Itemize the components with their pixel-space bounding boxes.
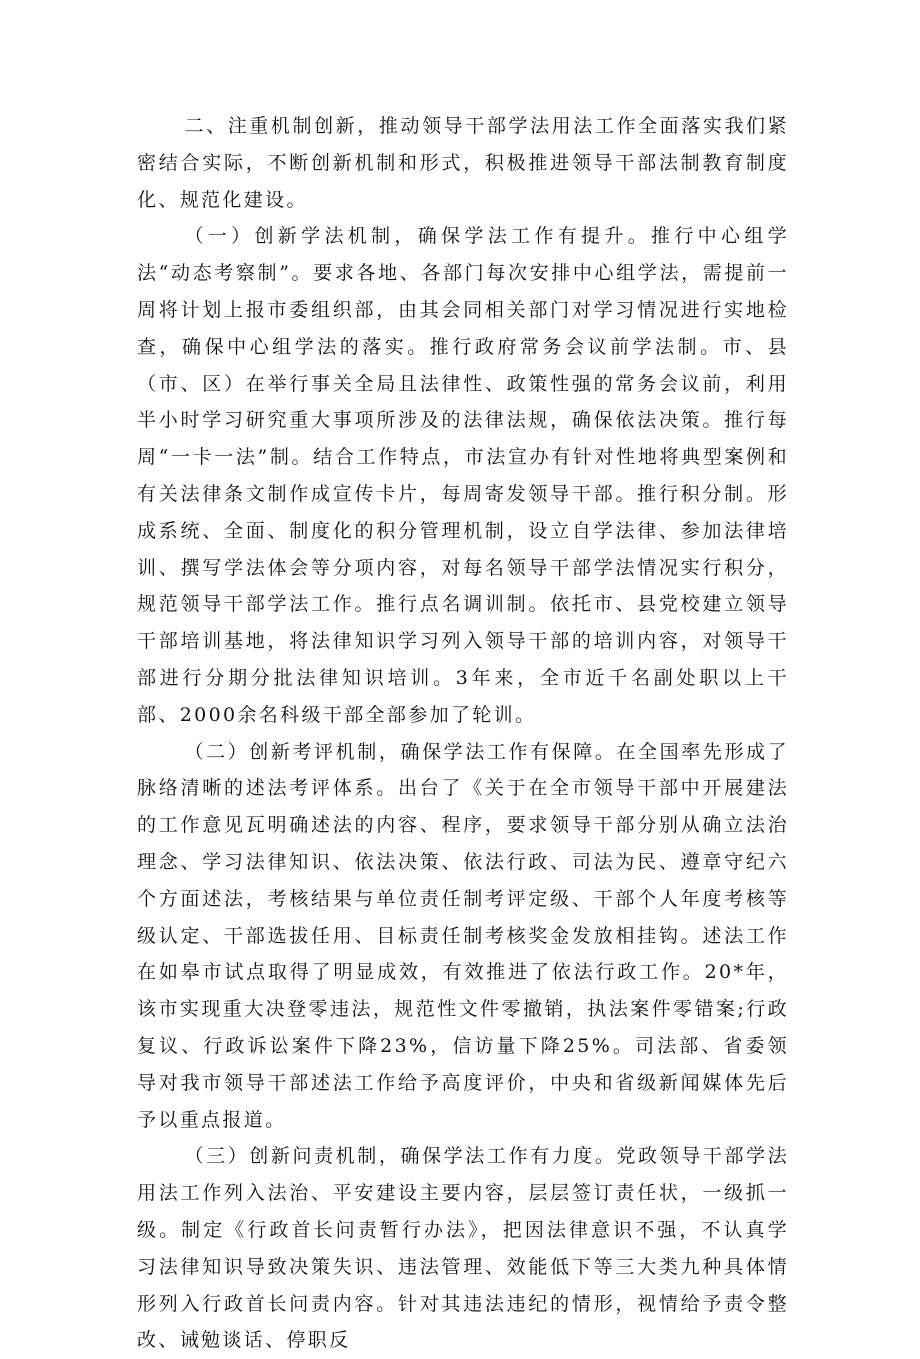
evaluation-mechanism-paragraph: （二）创新考评机制，确保学法工作有保障。在全国率先形成了脉络清晰的述法考评体系。出台了《关于在全市领导干部中开展建法的工作意见瓦明确述法的内容、程序，要求领导干部分别从确立法治理念、学习法律知识、依法决策、依法行政、司法为民、遵章守纪六个方面述法，考核结果与单位责任制考评定级、干部个人年度考核等级认定、干部选拔任用、目标责任制考核奖金发放相挂钩。述法工作在如皋市试点取得了明显成效，有效推进了依法行政工作。20*年，该市实现重大决登零违法，规范性文件零撤销，执法案件零错案;行政复议、行政诉讼案件下降23%，信访量下降25%。司法部、省委领导对我市领导干部述法工作给予高度评价，中央和省级新闻媒体先后予以重点报道。 [137,740,789,1131]
document-body [137,108,789,1359]
section-two-intro-paragraph: 二、注重机制创新，推动领导干部学法用法工作全面落实我们紧密结合实际，不断创新机制和形式，积极推进领导干部法制教育制度化、规范化建设。 [137,115,789,211]
accountability-mechanism-paragraph: （三）创新问责机制，确保学法工作有力度。党政领导干部学法用法工作列入法治、平安建设主要内容，层层签订责任状，一级抓一级。制定《行政首长问责暂行办法》，把因法律意识不强，不认真学习法律知识导致决策失识、违法管理、效能低下等三大类九种具体情形列入行政首长问责内容。针对其违法违纪的情形，视情给予责令整改、诫勉谈话、停职反 [137,1145,789,1352]
learning-mechanism-paragraph: （一）创新学法机制，确保学法工作有提升。推行中心组学法“动态考察制”。要求各地、各部门每次安排中心组学法，需提前一周将计划上报市委组织部，由其会同相关部门对学习情况进行实地检查，确保中心组学法的落实。推行政府常务会议前学法制。市、县（市、区）在举行事关全局且法律性、政策性强的常务会议前，利用半小时学习研究重大事项所涉及的法律法规，确保依法决策。推行每周“一卡一法”制。结合工作特点，市法宣办有针对性地将典型案例和有关法律条文制作成宣传卡片，每周寄发领导干部。推行积分制。形成系统、全面、制度化的积分管理机制，设立自学法律、参加法律培训、撰写学法体会等分项内容，对每名领导干部学法情况实行积分，规范领导干部学法工作。推行点名调训制。依托市、县党校建立领导干部培训基地，将法律知识学习列入领导干部的培训内容，对领导干部进行分期分批法律知识培训。3年来，全市近千名副处职以上干部、2000余名科级干部全部参加了轮训。 [137,225,789,726]
